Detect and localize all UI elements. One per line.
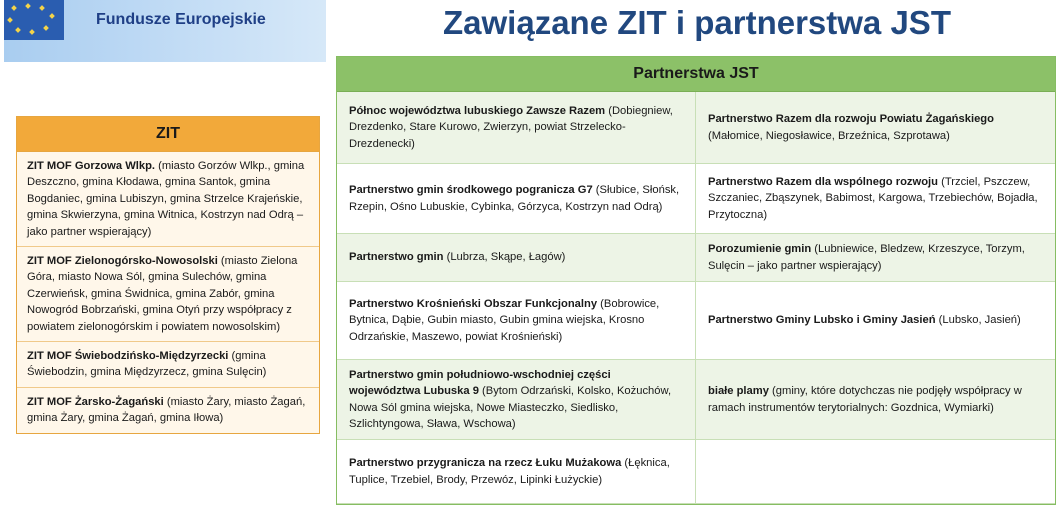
jst-cell bbox=[337, 234, 696, 282]
zit-item-detail: (gmina Świebodzin, gmina Międzyrzecz, gmina Sulęcin) bbox=[27, 350, 267, 379]
jst-cell-detail: (Lubniewice, Bledzew, Krzeszyce, Torzym, Sulęcin – jako partner wspierający) bbox=[708, 243, 1025, 272]
eu-flag-icon bbox=[4, 0, 64, 40]
jst-cell-detail: (gminy, które dotychczas nie podjęły współpracy w ramach instrumentów terytorialnych: Gozdnica, Wymiarki) bbox=[708, 385, 1022, 414]
jst-cell-name: Północ województwa lubuskiego Zawsze Razem bbox=[349, 105, 606, 118]
zit-item-name: ZIT MOF Żarsko-Żagański bbox=[27, 395, 164, 408]
zit-item bbox=[17, 342, 319, 388]
zit-item bbox=[17, 247, 319, 342]
jst-cell bbox=[696, 282, 1055, 360]
jst-cell bbox=[696, 164, 1055, 234]
jst-cell-name: Partnerstwo gmin południowo-wschodniej części województwa Lubuska 9 bbox=[349, 369, 611, 398]
zit-item bbox=[17, 388, 319, 433]
jst-cell bbox=[337, 164, 696, 234]
jst-cell-name: Partnerstwo gmin środkowego pogranicza G7 bbox=[349, 184, 593, 197]
zit-item-detail: (miasto Żary, miasto Żagań, gmina Żary, gmina Żagań, gmina Iłowa) bbox=[27, 395, 306, 425]
zit-item bbox=[17, 152, 319, 247]
jst-cell-detail: (Bobrowice, Bytnica, Dąbie, Gubin miasto, Gubin gmina wiejska, Krosno Odrzańskie, Maszewo, powiat Krośnieński) bbox=[349, 298, 660, 343]
jst-cell-name: białe plamy bbox=[708, 385, 769, 398]
jst-cell-empty bbox=[696, 440, 1055, 504]
jst-panel bbox=[336, 56, 1056, 505]
jst-cell bbox=[337, 360, 696, 440]
jst-cell-name: Partnerstwo Krośnieński Obszar Funkcjonalny bbox=[349, 298, 598, 311]
jst-cell-name: Partnerstwo Gminy Lubsko i Gminy Jasień bbox=[708, 314, 936, 327]
jst-cell-name: Partnerstwo Razem dla rozwoju Powiatu Żagańskiego bbox=[708, 113, 994, 126]
jst-cell-detail: (Łęknica, Tuplice, Trzebiel, Brody, Przewóz, Lipinki Łużyckie) bbox=[349, 457, 670, 486]
jst-cell bbox=[337, 282, 696, 360]
jst-cell bbox=[337, 92, 696, 164]
jst-cell bbox=[337, 440, 696, 504]
page-title: Zawiązane ZIT i partnerstwa JST bbox=[443, 4, 951, 41]
jst-cell-detail: (Małomice, Niegosławice, Brzeźnica, Szprotawa) bbox=[708, 129, 950, 142]
jst-cell bbox=[696, 92, 1055, 164]
jst-cell-name: Partnerstwo Razem dla wspólnego rozwoju bbox=[708, 176, 938, 189]
jst-cell-detail: (Lubrza, Skąpe, Łagów) bbox=[443, 251, 566, 264]
jst-cell-detail: (Dobiegniew, Drezdenko, Stare Kurowo, Zwierzyn, powiat Strzelecko-Drezdenecki) bbox=[349, 105, 673, 150]
brand-label: Fundusze Europejskie bbox=[96, 11, 266, 28]
jst-cell bbox=[696, 360, 1055, 440]
zit-item-detail: (miasto Gorzów Wlkp., gmina Deszczno, gmina Kłodawa, gmina Santok, gmina Bogdaniec, gmina Lubiszyn, gmina Strzelce Krajeńskie, gmina Skwierzyna, gmina Witnica, Kostrzyn nad Odrą – jako partner wspierający) bbox=[27, 160, 305, 238]
eu-funds-logo bbox=[4, 0, 326, 62]
jst-cell-detail: (Bytom Odrzański, Kolsko, Kożuchów, Nowa Sól gmina wiejska, Nowe Miasteczko, Siedlisko, Szlichtyngowa, Sława, Wschowa) bbox=[349, 385, 672, 430]
jst-cell-name: Porozumienie gmin bbox=[708, 243, 812, 256]
zit-item-name: ZIT MOF Zielonogórsko-Nowosolski bbox=[27, 255, 218, 268]
jst-cell-detail: (Słubice, Słońsk, Rzepin, Ośno Lubuskie, Cybinka, Górzyca, Kostrzyn nad Odrą) bbox=[349, 184, 680, 213]
jst-cell bbox=[696, 234, 1055, 282]
zit-item-name: ZIT MOF Gorzowa Wlkp. bbox=[27, 160, 156, 172]
jst-header: Partnerstwa JST bbox=[337, 57, 1055, 92]
zit-header: ZIT bbox=[17, 117, 319, 152]
jst-cell-detail: (Lubsko, Jasień) bbox=[935, 314, 1021, 327]
jst-cell-detail: (Trzciel, Pszczew, Szczaniec, Zbąszynek, Babimost, Kargowa, Trzebiechów, Bojadła, Przytoczna) bbox=[708, 176, 1038, 221]
jst-cell-name: Partnerstwo przygranicza na rzecz Łuku Mużakowa bbox=[349, 457, 622, 470]
jst-cell-name: Partnerstwo gmin bbox=[349, 251, 444, 264]
zit-item-detail: (miasto Zielona Góra, miasto Nowa Sól, gmina Sulechów, gmina Czerwieńsk, gmina Świdnica, gmina Zabór, gmina Nowogród Bobrzański, gmina Otyń przy współpracy z powiatem zielonogórskim i powiatem nowosolskim) bbox=[27, 255, 298, 333]
zit-item-name: ZIT MOF Świebodzińsko-Międzyrzecki bbox=[27, 350, 229, 363]
zit-panel bbox=[16, 116, 320, 434]
jst-table bbox=[337, 92, 1055, 504]
